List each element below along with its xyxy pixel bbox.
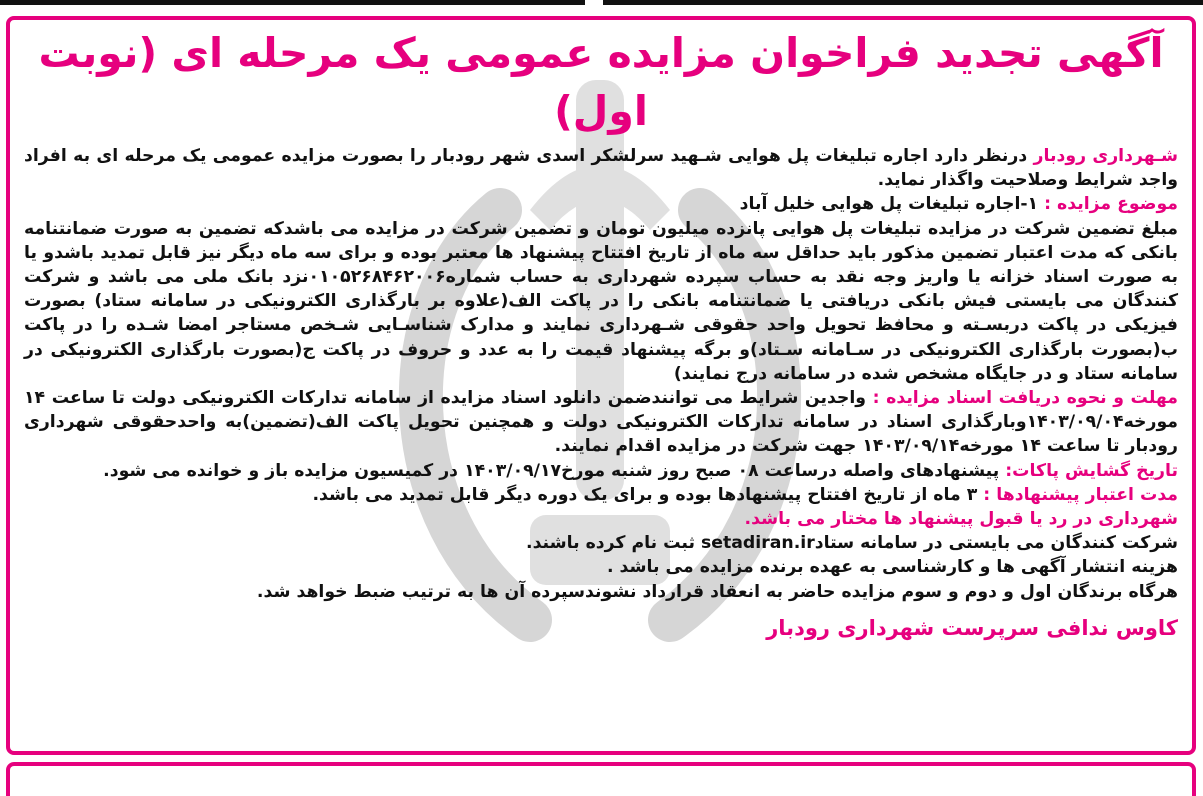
- opening-text: پیشنهادهای واصله درساعت ۰۸ صبح روز شنبه مورخ۱۴۰۳/۰۹/۱۷ در کمیسیون مزایده باز و خوانده می شود.: [103, 460, 1000, 481]
- intro-text: درنظر دارد اجاره تبلیغات پل هوایی شـهید سرلشکر اسدی شهر رودبار را بصورت مزایده عمومی یک مرحله ای به افراد واجد شرایط وصلاحیت واگذار نماید.: [24, 146, 1178, 191]
- top-separator: [0, 0, 1203, 14]
- deadline-paragraph: [24, 386, 1178, 459]
- validity-text: ۳ ماه از تاریخ افتتاح پیشنهادها بوده و برای یک دوره دیگر قابل تمدید می باشد.: [312, 484, 978, 505]
- subject-label: موضوع مزایده :: [1038, 194, 1178, 215]
- notice-body: [10, 20, 1192, 648]
- rights-statement: شهرداری در رد یا قبول پیشنهاد ها مختار می باشد.: [744, 509, 1178, 530]
- guarantee-paragraph: مبلغ تضمین شرکت در مزایده تبلیغات پل هوایی پانزده میلیون تومان و تضمین شرکت در مزایده می باشدکه تضمین به صورت ضمانتنامه بانکی که مدت اعتبار تضمین مذکور باید حداقل سه ماه از تاریخ افتتاح پیشنهاد ها معتبر بوده و برای سه ماه دیگر نیز قابل تمدید باشدو یا به صورت اسناد خزانه یا واریز وجه نقد به حساب سپرده شهرداری به حساب شماره۰۱۰۵۲۶۸۴۶۲۰۰۶نزد بانک ملی می باشد و شرکت کنندگان می بایستی فیش بانکی دریافتی یا ضمانتنامه بانکی را در پاکت الف(علاوه بر بارگذاری الکترونیکی در سامانه ستاد) بصورت فیزیکی در پاکت دربسـته و محافظ تحویل واحد حقوقی شـهرداری نمایند و مدارک شناسـایی شـخص مستاجر امضا شـده را در پاکت ب(بصورت بارگذاری الکترونیکی در سـامانه سـتاد)و برگه پیشنهاد قیمت را به عدد و حروف در پاکت ج(بصورت بارگذاری الکترونیکی در سامانه ستاد و در جایگاه مشخص شده در سامانه درج نمایند): [24, 218, 1178, 384]
- opening-label: تاریخ گشایش پاکات:: [999, 460, 1178, 481]
- validity-label: مدت اعتبار پیشنهادها :: [977, 484, 1178, 505]
- validity-paragraph: [24, 483, 1178, 507]
- registration-note: شرکت کنندگان می بایستی در سامانه ستادsetadiran.ir ثبت نام کرده باشند.: [526, 533, 1178, 554]
- subject-text: ۱-اجاره تبلیغات پل هوایی خلیل آباد: [739, 194, 1039, 215]
- notice-frame: [6, 16, 1196, 755]
- forfeit-note: هرگاه برندگان اول و دوم و سوم مزایده حاضر به انعقاد قرارداد نشوندسپرده آن ها به ترتیب ضبط خواهد شد.: [256, 581, 1178, 602]
- intro-paragraph: [24, 144, 1178, 192]
- next-notice-border: [6, 762, 1196, 796]
- signature: کاوس ندافی سرپرست شهرداری رودبار: [766, 615, 1178, 640]
- deadline-text: واجدین شرایط می توانندضمن دانلود اسناد مزایده از سامانه تدارکات الکترونیکی دولت تا ساعت ۱۴ مورخه۱۴۰۳/۰۹/۰۴وبارگذاری اسناد در سامانه تدارکات الکترونیکی دولت و همچنین تحویل پاکت الف(تضمین)به واحدحقوقی شهرداری رودبار تا ساعت ۱۴ مورخه۱۴۰۳/۰۹/۱۴ جهت شرکت در مزایده اقدام نمایند.: [24, 388, 1178, 457]
- notice-title: آگهی تجدید فراخوان مزایده عمومی یک مرحله ای (نوبت اول): [38, 29, 1164, 135]
- subject-paragraph: [24, 192, 1178, 216]
- top-rule-right: [603, 0, 1203, 5]
- deadline-label: مهلت و نحوه دریافت اسناد مزایده :: [866, 388, 1178, 409]
- municipality-label: شـهرداری رودبار: [1033, 146, 1179, 166]
- top-rule-left: [0, 0, 585, 5]
- opening-paragraph: [24, 459, 1178, 483]
- cost-note: هزینه انتشار آگهی ها و کارشناسی به عهده برنده مزایده می باشد .: [606, 557, 1178, 578]
